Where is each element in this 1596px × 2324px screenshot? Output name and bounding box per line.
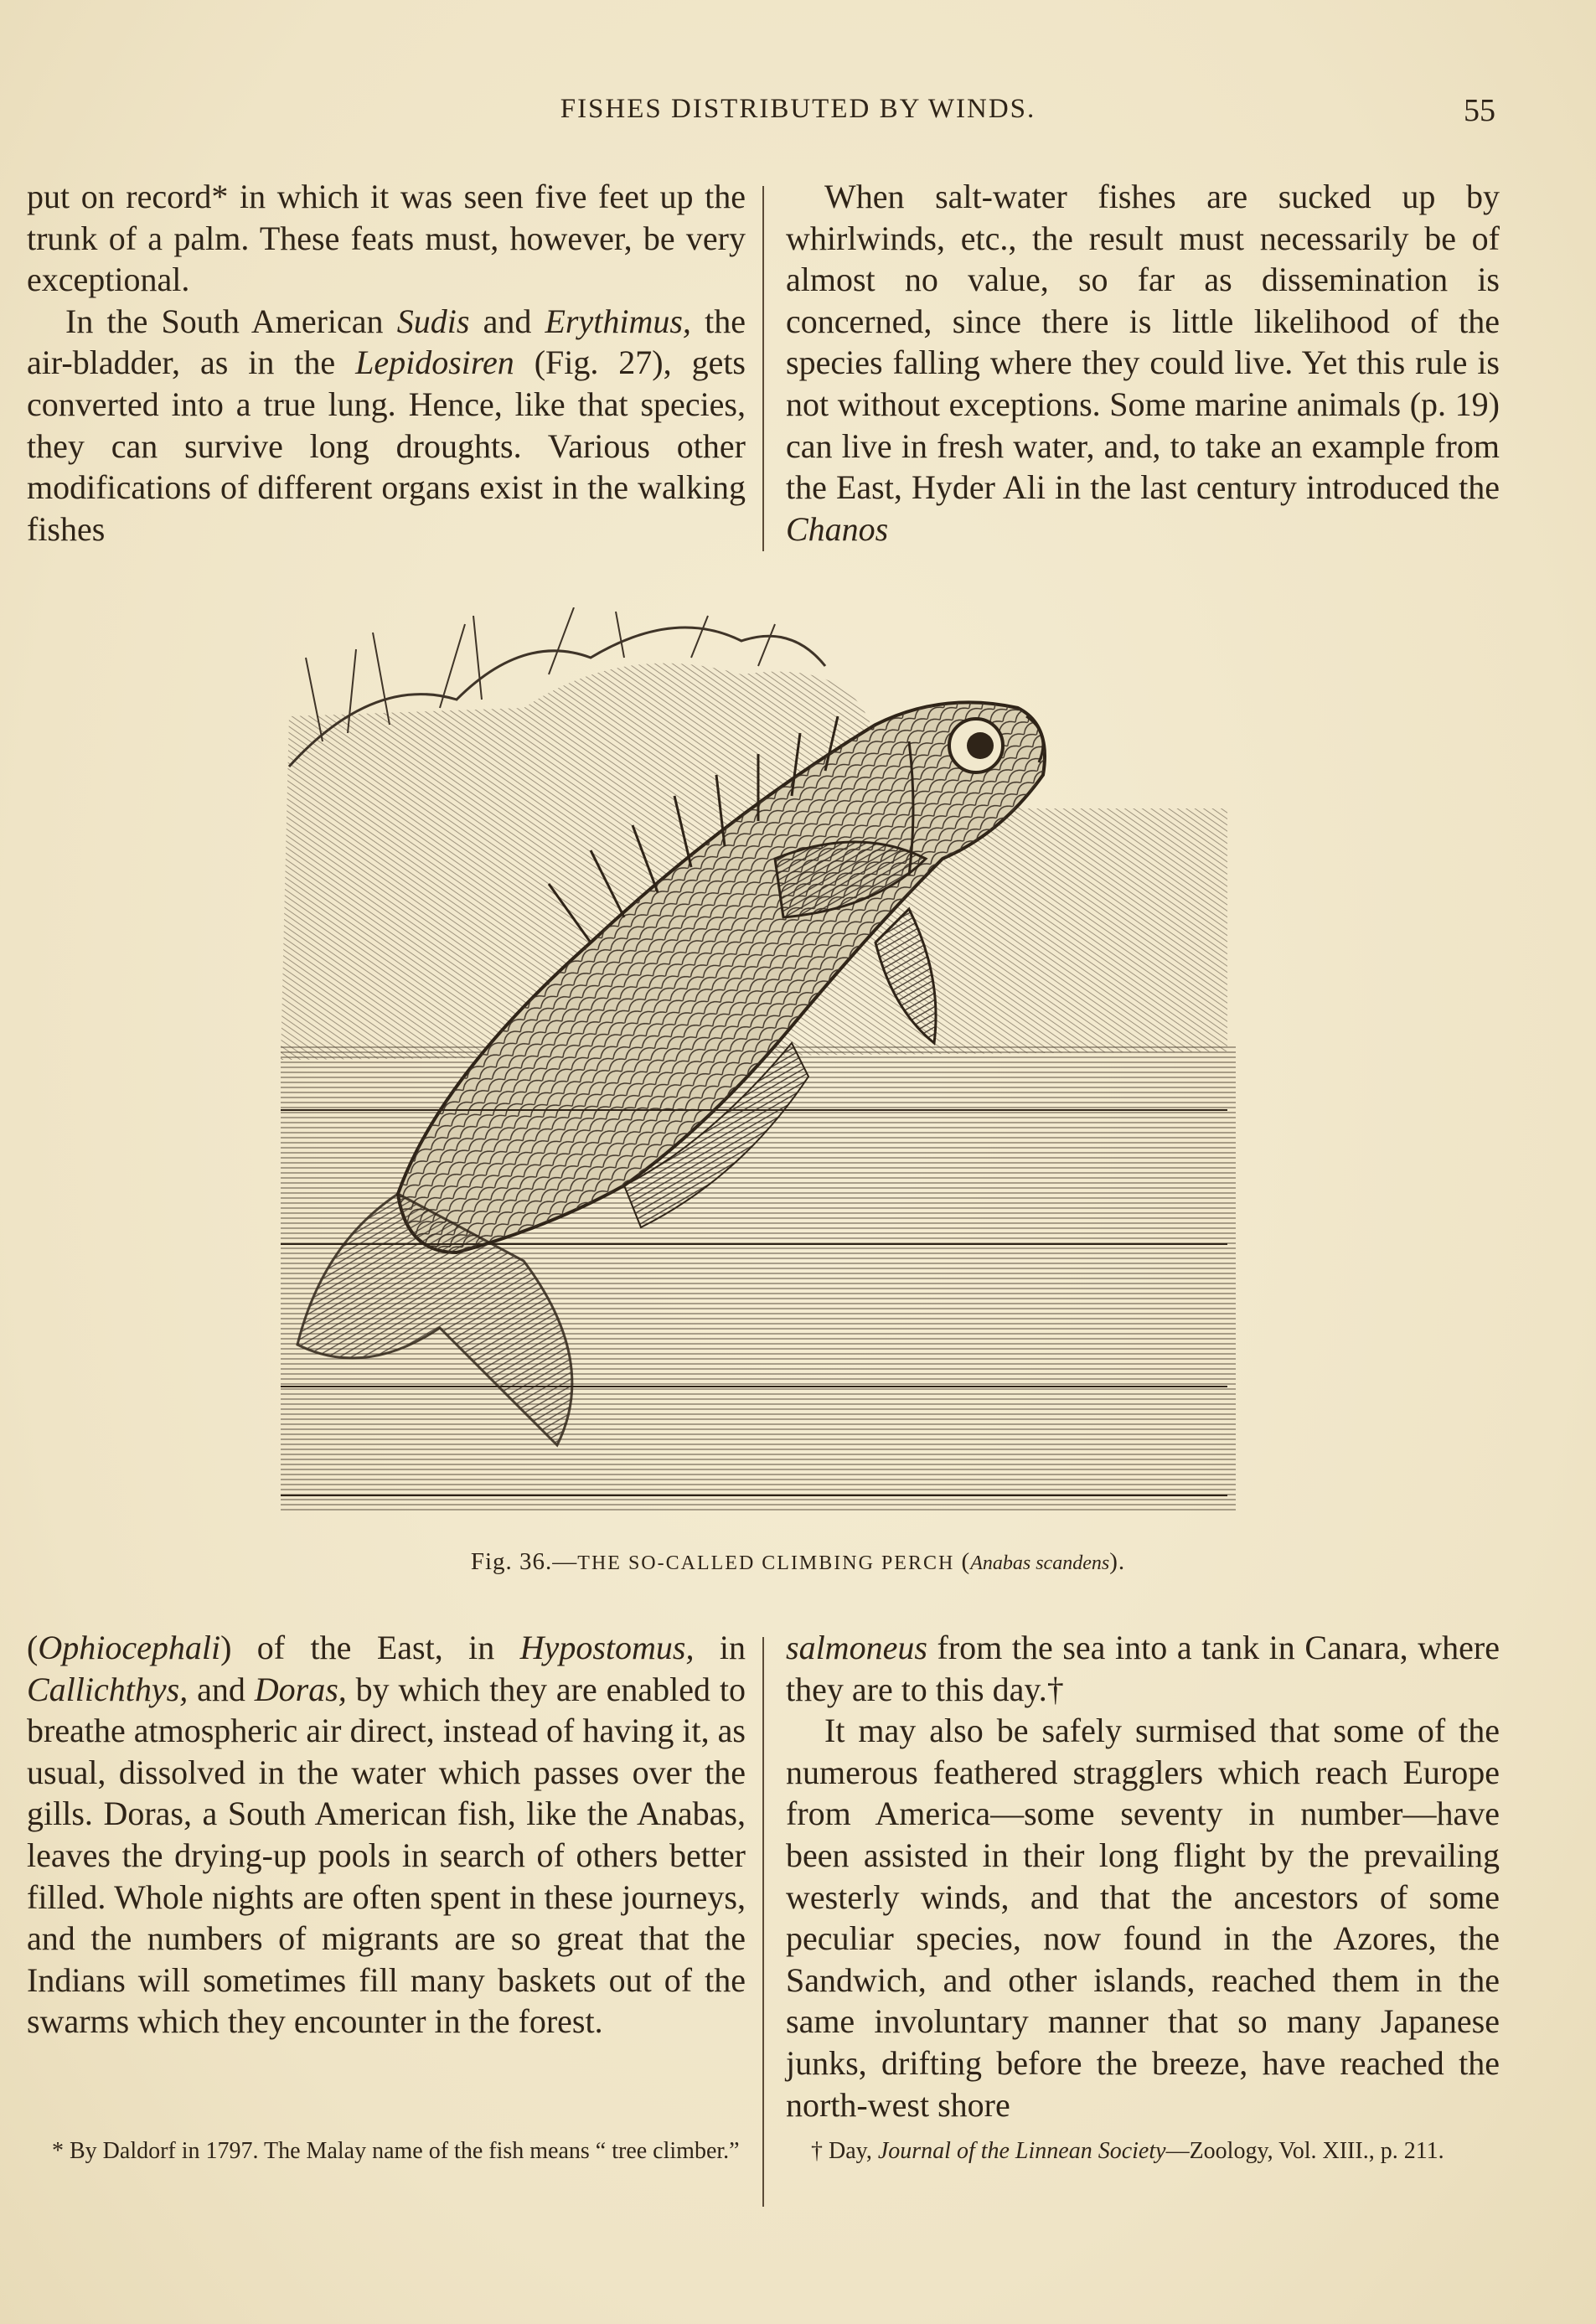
text-run: by which they are enabled to breathe atmospheric air direct, instead of having it, as usual, dissolved in the water which passes over the gills. Doras, a South American fish, like the Anabas, leaves the drying-up pools in search of others better filled. Whole nights are often spent in these journeys, and the numbers of migrants are so great that the Indians will sometimes fill many baskets out of the swarms which they encounter in the forest.	[27, 1670, 746, 2041]
caption-paren: ).	[1109, 1548, 1126, 1575]
text-run: put on record	[27, 178, 212, 215]
footnote-marker: †	[1046, 1670, 1064, 1708]
column-rule	[762, 186, 764, 551]
paragraph	[786, 176, 1500, 550]
fish-pupil	[967, 732, 994, 759]
genus-name: Chanos	[786, 509, 889, 548]
top-left-column	[27, 176, 746, 550]
figure-caption	[0, 1548, 1596, 1576]
footnote-marker: *	[211, 178, 229, 215]
text-run: the air-bladder, as in the	[27, 302, 746, 382]
engraving-svg	[272, 607, 1244, 1537]
genus-name: Hypostomus,	[519, 1629, 695, 1666]
text-run: When salt-water fishes are sucked up by whirlwinds, etc., the result must necessarily be of almost no value, so far as dissemination is concerned, since there is little likelihood of the species falling where they could live. Yet this rule is not without exceptions. Some marine animals (p. 19) can live in fresh water, and, to take an example from the East, Hyder Ali in the last century introduced the	[786, 178, 1500, 507]
text-run: (	[27, 1629, 39, 1666]
journal-title: Journal of the Linnean Society	[877, 2138, 1166, 2164]
genus-name: Erythimus,	[545, 302, 691, 340]
text-run: from the sea into a tank in Canara, where they are to this day.	[786, 1629, 1500, 1708]
paragraph: It may also be safely surmised that some of the numerous feathered stragglers which reach Europe from America—some seventy in number—have been assisted in their long flight by the prevailing westerly winds, and that the ancestors of some peculiar species, now found in the Azores, the Sandwich, and other islands, reached them in the same involuntary manner that so many Japanese junks, drifting before the breeze, have reached the north-west shore	[786, 1712, 1500, 2124]
genus-name: Ophiocephali	[38, 1629, 221, 1666]
text-run: In the South American	[65, 302, 397, 340]
text-run: (Fig. 27), gets converted into a true lung. Hence, like that species, they can survive long droughts. Various other modifications of different organs exist in the walking fishes	[27, 343, 746, 548]
genus-name: Callichthys,	[27, 1670, 189, 1708]
footnote-text: * By Daldorf in 1797. The Malay name of the fish means “ tree climber.”	[52, 2138, 740, 2164]
running-head: FISHES DISTRIBUTED BY WINDS.	[560, 94, 1036, 124]
climbing-perch-engraving	[272, 607, 1244, 1537]
paragraph	[27, 1627, 746, 2043]
genus-name: Doras,	[254, 1670, 347, 1708]
paragraph	[786, 1627, 1500, 1710]
caption-species: Anabas scandens	[970, 1552, 1110, 1574]
bottom-left-column	[27, 1627, 746, 2043]
caption-title: THE SO-CALLED CLIMBING PERCH	[577, 1552, 955, 1574]
caption-prefix: Fig. 36.—	[470, 1548, 578, 1575]
text-run: and	[469, 302, 545, 340]
column-rule	[762, 1637, 764, 2207]
bottom-right-column	[786, 1627, 1500, 2125]
top-right-column	[786, 176, 1500, 550]
footnote-right	[786, 2135, 1500, 2168]
text-run: ) of the East, in	[220, 1629, 520, 1666]
paragraph	[27, 176, 746, 301]
genus-name: Sudis	[396, 302, 470, 340]
footnote-text	[786, 2135, 1500, 2168]
page-number: 55	[1464, 93, 1495, 128]
text-run: —Zoology, Vol. XIII., p. 211.	[1165, 2138, 1444, 2164]
paragraph	[27, 301, 746, 550]
species-name: salmoneus	[786, 1629, 927, 1666]
text-run: in	[694, 1629, 746, 1666]
footnote-left	[27, 2135, 746, 2168]
genus-name: Lepidosiren	[355, 343, 514, 382]
text-run: in which it was seen five feet up the trunk of a palm. These feats must, however, be very exceptional.	[27, 178, 746, 299]
text-run: and	[188, 1670, 255, 1708]
text-run: † Day,	[811, 2138, 878, 2164]
caption-paren: (	[954, 1548, 971, 1575]
